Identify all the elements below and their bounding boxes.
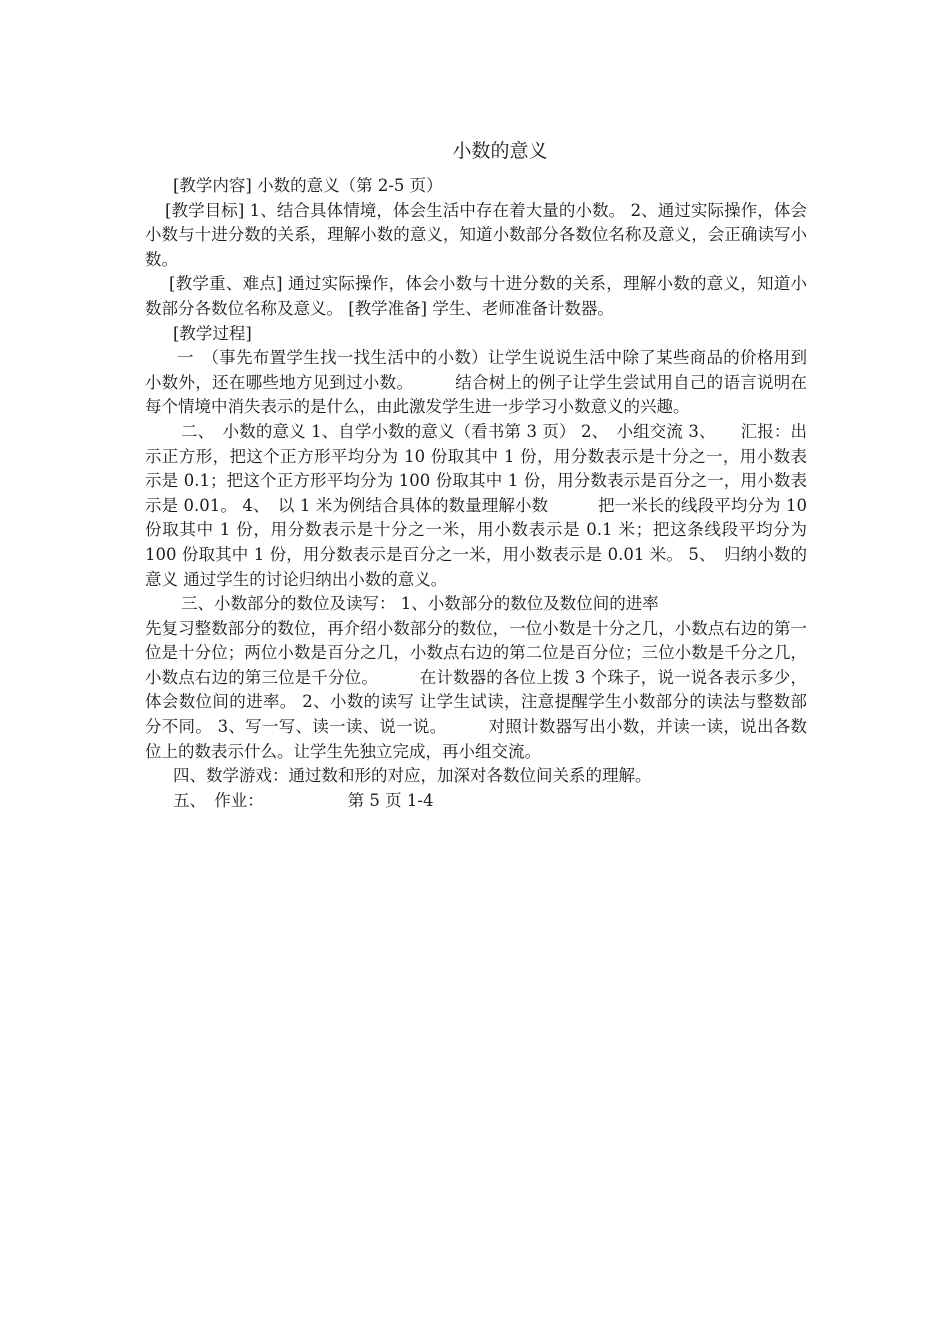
homework-label: 五、 作业： [173,790,264,810]
homework-content: 第 5 页 1-4 [347,790,434,810]
teaching-content: [教学内容] 小数的意义（第 2-5 页） [173,176,443,195]
process-step-three-heading: 三、小数部分的数位及读写： 1、小数部分的数位及数位间的进率 [181,594,659,614]
teaching-key-points: [教学重、难点] 通过实际操作，体会小数与十进分数的关系，理解小数的意义，知道小数部分各数位名称及意义。 [教学准备] 学生、老师准备计数器。 [145,274,807,318]
document-title: 小数的意义 [452,140,548,162]
process-step-two: 二、 小数的意义 1、自学小数的意义（看书第 3 页） 2、 小组交流 3、 汇报：出示正方形，把这个正方形平均分为 10 份取其中 1 份，用分数表示是十分之一，用小数表示是 0.1；把这个正方形平均分为 100 份取其中 1 份，用分数表示是百分之一，用小数表示是 0.01。 4、 以 1 米为例结合具体的数量理解小数 把一米长的线段平均分为 10 份取其中 1 份，用分数表示是十分之一米，用小数表示是 0.1 米；把这条线段平均分为 100 份取其中 1 份，用分数表示是百分之一米，用小数表示是 0.01 米。 5、 归纳小数的意义 通过学生的讨论归纳出小数的意义。 [145,421,807,589]
process-step-three-body: 先复习整数部分的数位，再介绍小数部分的数位，一位小数是十分之几，小数点右边的第一位是十分位；两位小数是百分之几，小数点右边的第二位是百分位；三位小数是千分之几，小数点右边的第三位是千分位。 在计数器的各位上拨 3 个珠子，说一说各表示多少，体会数位间的进率。 2、小数的读写 让学生试读，注意提醒学生小数部分的读法与整数部分不同。 3、写一写、读一读、说一说。 对照计数器写出小数，并读一读，说出各数位上的数表示什么。让学生先独立完成，再小组交流。 [145,618,807,761]
process-step-four: 四、数学游戏：通过数和形的对应，加深对各数位间关系的理解。 [173,766,652,786]
document-page [145,136,807,813]
process-step-one: 一 （事先布置学生找一找生活中的小数）让学生说说生活中除了某些商品的价格用到小数外，还在哪些地方见到过小数。 结合树上的例子让学生尝试用自己的语言说明在每个情境中消失表示的是什么，由此激发学生进一步学习小数意义的兴趣。 [145,348,807,417]
teaching-goals: [教学目标] 1、结合具体情境，体会生活中存在着大量的小数。 2、通过实际操作，体会小数与十进分数的关系，理解小数的意义，知道小数部分各数位名称及意义，会正确读写小数。 [145,200,807,269]
homework-line [145,789,807,814]
teaching-process-heading: [教学过程] [173,323,252,343]
